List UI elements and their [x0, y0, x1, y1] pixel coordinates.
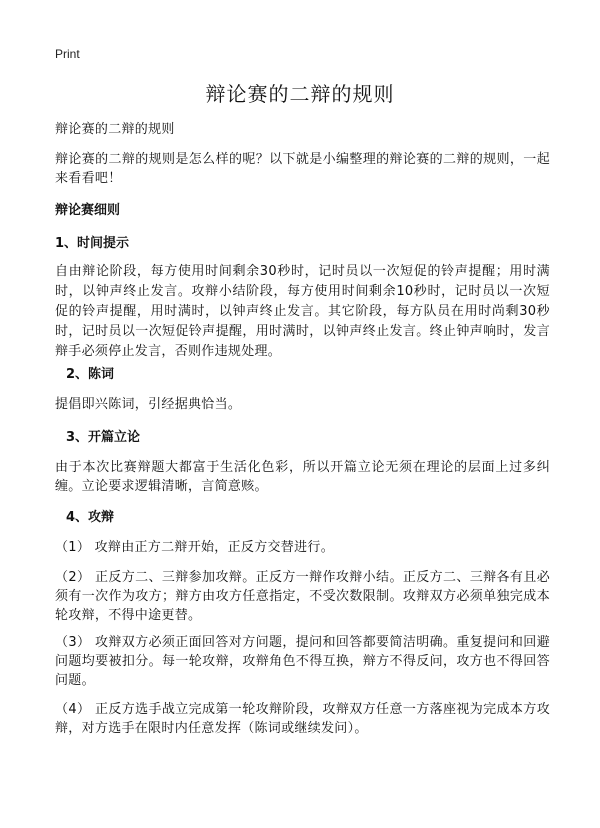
heading-cross-examination: 4、攻辩 — [66, 510, 115, 525]
document-title: 辩论赛的二辩的规则 — [205, 82, 395, 106]
section-title: 辩论赛细则 — [55, 203, 121, 218]
heading-statement: 2、陈词 — [66, 367, 115, 382]
paragraph-statement: 提倡即兴陈词，引经据典恰当。 — [55, 397, 242, 412]
cross-exam-item-3: （3） 攻辩双方必须正面回答对方问题，提问和回答都要简洁明确。重复提问和回避问题均要被扣分。每一轮攻辩，攻辩角色不得互换，辩方不得反问，攻方也不得回答问题。 — [55, 635, 550, 688]
print-label[interactable]: Print — [55, 47, 80, 61]
paragraph-opening-argument: 由于本次比赛辩题大都富于生活化色彩，所以开篇立论无须在理论的层面上过多纠缠。立论要求逻辑清晰，言简意赅。 — [55, 460, 550, 494]
cross-exam-item-1: （1） 攻辩由正方二辩开始，正反方交替进行。 — [55, 540, 335, 555]
intro-paragraph: 辩论赛的二辩的规则是怎么样的呢？以下就是小编整理的辩论赛的二辩的规则，一起来看看吧！ — [55, 152, 550, 186]
cross-exam-item-2: （2） 正反方二、三辩参加攻辩。正反方一辩作攻辩小结。正反方二、三辩各有且必须有一次作为攻方；辩方由攻方任意指定，不受次数限制。攻辩双方必须单独完成本轮攻辩，不得中途更替。 — [55, 570, 550, 623]
cross-exam-item-4: （4） 正反方选手战立完成第一轮攻辩阶段，攻辩双方任意一方落座视为完成本方攻辩，对方选手在限时内任意发挥（陈词或继续发问）。 — [55, 702, 550, 736]
subtitle-line: 辩论赛的二辩的规则 — [55, 122, 175, 137]
heading-opening-argument: 3、开篇立论 — [66, 430, 141, 445]
paragraph-time-reminder: 自由辩论阶段，每方使用时间剩余30秒时，记时员以一次短促的铃声提醒；用时满时，以钟声终止发言。攻辩小结阶段，每方使用时间剩余10秒时，记时员以一次短促的铃声提醒，用时满时，以钟声终止发言。其它阶段，每方队员在用时尚剩30秒时，记时员以一次短促铃声提醒，用时满时，以钟声终止发言。终止钟声响时，发言辩手必须停止发言，否则作违规处理。 — [55, 264, 550, 359]
heading-time-reminder: 1、时间提示 — [55, 236, 130, 251]
